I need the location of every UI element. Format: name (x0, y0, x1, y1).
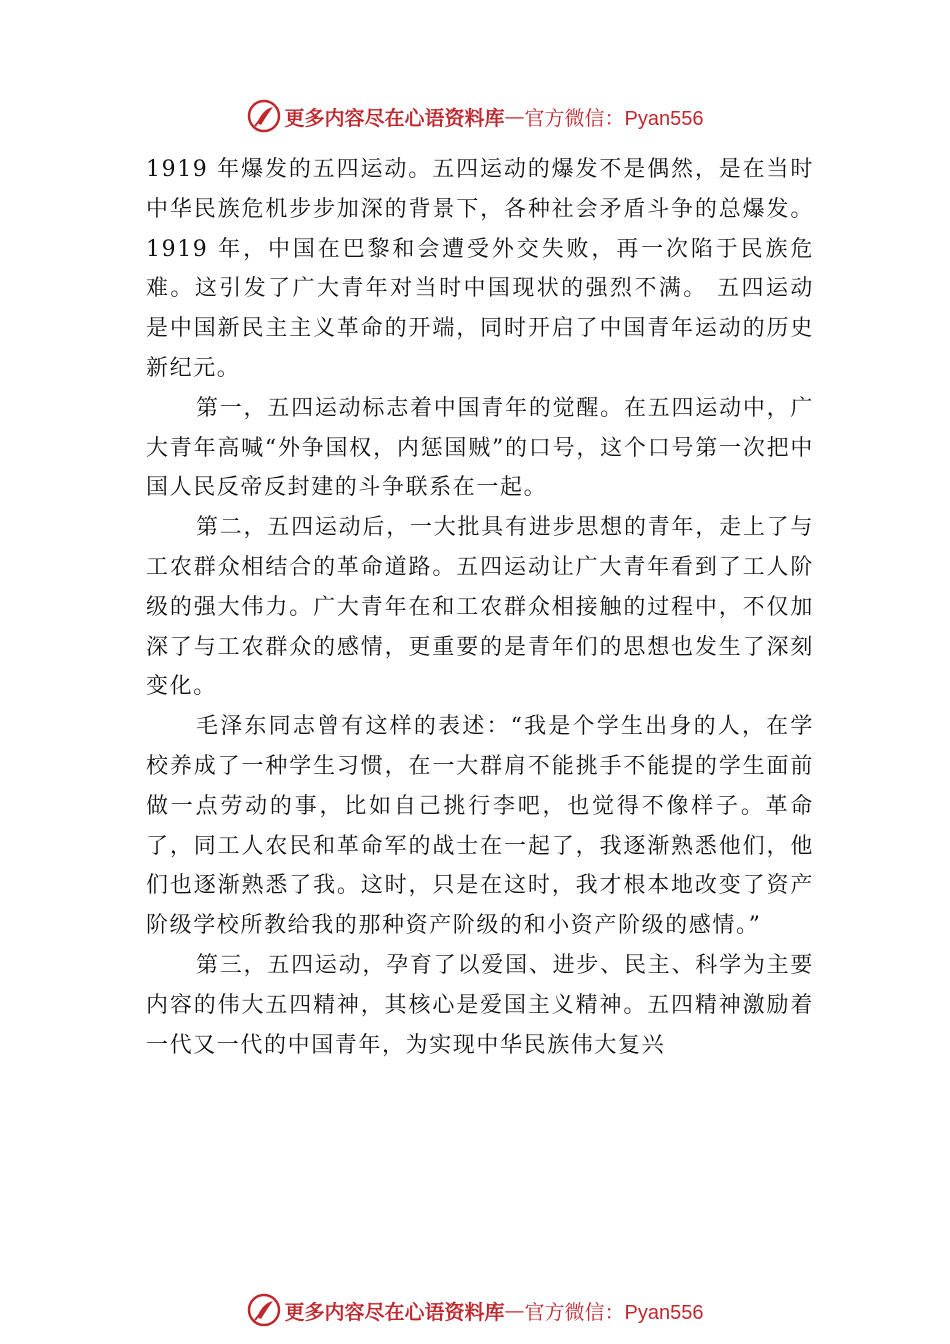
header-dash: — (504, 104, 525, 128)
footer-wechat (525, 1296, 704, 1325)
paragraph-4: 毛泽东同志曾有这样的表述：“我是个学生出身的人，在学校养成了一种学生习惯，在一大群肩不能挑手不能提的学生面前做一点劳动的事，比如自己挑行李吧，也觉得不像样子。革命了，同工人农民和革命军的战士在一起了，我逐渐熟悉他们，他们也逐渐熟悉了我。这时，只是在这时，我才根本地改变了资产阶级学校所教给我的那种资产阶级的和小资产阶级的感情。” (146, 714, 814, 939)
footer-wechat-label: 官方微信： (524, 1299, 625, 1324)
footer-wechat-id: Pyan556 (624, 1301, 704, 1324)
header-watermark (0, 96, 950, 136)
document-body (146, 150, 814, 1065)
paragraph-5: 第三，五四运动，孕育了以爱国、进步、民主、科学为主要内容的伟大五四精神，其核心是爱国主义精神。五四精神激励着一代又一代的中国青年，为实现中华民族伟大复兴 (146, 952, 814, 1058)
header-brand-text: 更多内容尽在心语资料库 (284, 105, 505, 130)
paragraph-2: 第一，五四运动标志着中国青年的觉醒。在五四运动中，广大青年高喊“外争国权，内惩国贼”的口号，这个口号第一次把中国人民反帝反封建的斗争联系在一起。 (146, 395, 814, 501)
footer-brand-text: 更多内容尽在心语资料库 (284, 1299, 505, 1324)
paragraph-3: 第二，五四运动后，一大批具有进步思想的青年，走上了与工农群众相结合的革命道路。五四运动让广大青年看到了工人阶级的强大伟力。广大青年在和工农群众相接触的过程中，不仅加深了与工农群众的感情，更重要的是青年们的思想也发生了深刻变化。 (146, 515, 814, 700)
footer-dash: — (504, 1298, 525, 1322)
header-wechat-id: Pyan556 (624, 107, 704, 130)
brush-seal-logo-icon (247, 99, 281, 133)
header-wechat (525, 102, 704, 131)
brush-seal-logo-icon (247, 1293, 281, 1327)
paragraph-1: 1919 年爆发的五四运动。五四运动的爆发不是偶然，是在当时中华民族危机步步加深的背景下，各种社会矛盾斗争的总爆发。1919 年，中国在巴黎和会遭受外交失败，再一次陷于民族危难。这引发了广大青年对当时中国现状的强烈不满。 五四运动是中国新民主主义革命的开端，同时开启了中国青年运动的历史新纪元。 (146, 157, 814, 381)
header-wechat-label: 官方微信： (524, 105, 625, 130)
footer-watermark (0, 1290, 950, 1330)
